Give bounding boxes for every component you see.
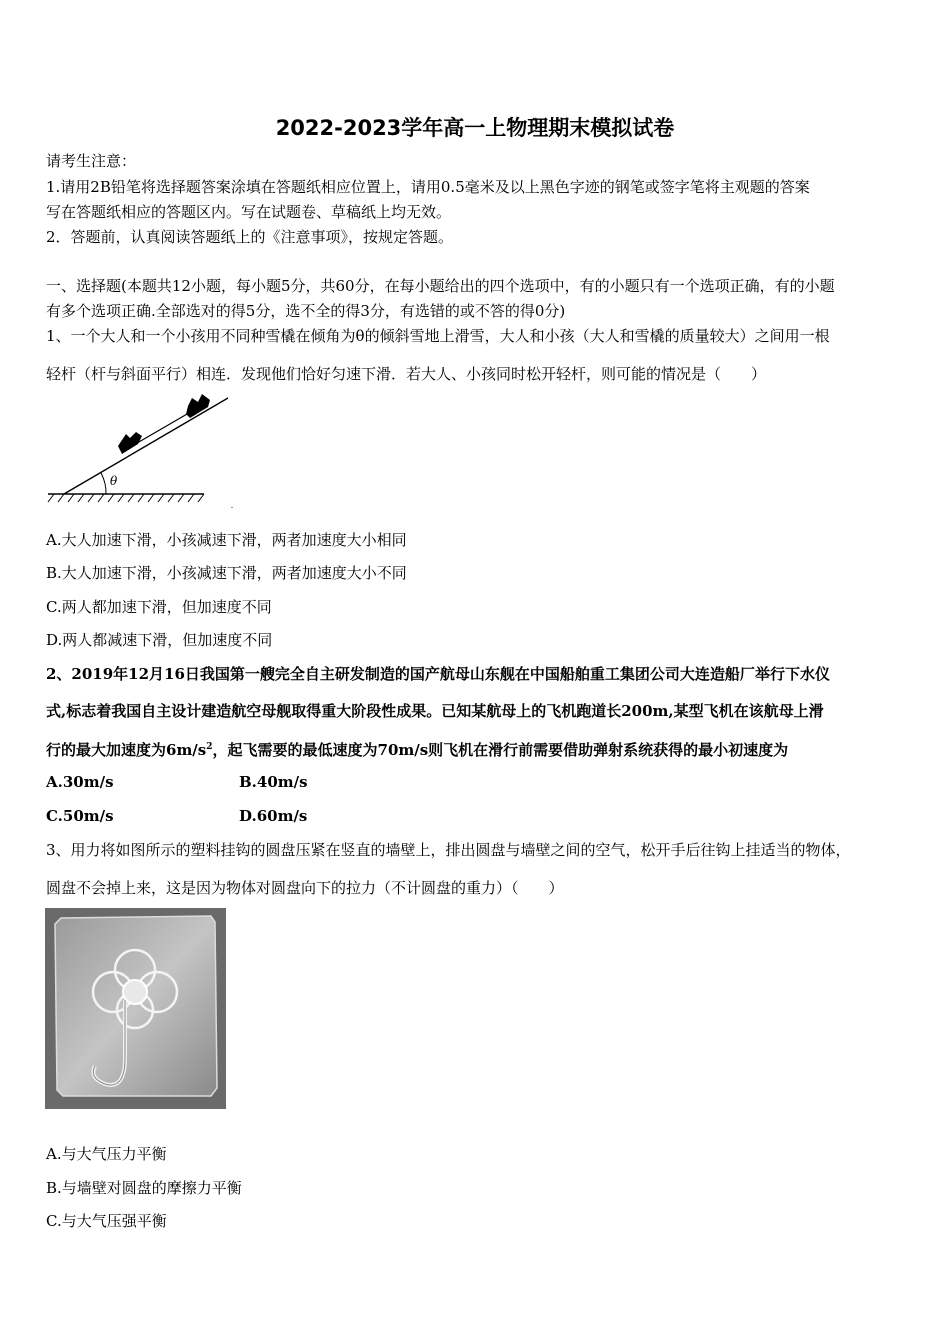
q2-stem-a: 2、2019年12月16日我国第一艘完全自主研发制造的国产航母山东舰在中国船舶重工集团公司大连造船厂举行下水仪 xyxy=(46,665,830,683)
section-1-instructions-a: 一、选择题(本题共12小题，每小题5分，共60分，在每小题给出的四个选项中，有的小题只有一个选项正确，有的小题 xyxy=(46,277,835,295)
notice-item-1b: 写在答题纸相应的答题区内。写在试题卷、草稿纸上均无效。 xyxy=(46,203,452,221)
q2-stem-c-exponent: 2 xyxy=(206,742,213,752)
q1-option-d[interactable]: D.两人都减速下滑，但加速度不同 xyxy=(46,631,273,649)
angle-theta-label: θ xyxy=(110,474,118,488)
q3-option-b[interactable]: B.与墙壁对圆盘的摩擦力平衡 xyxy=(46,1179,242,1197)
q2-option-b[interactable]: B.40m/s xyxy=(239,773,308,791)
q3-option-c[interactable]: C.与大气压强平衡 xyxy=(46,1212,167,1230)
section-1-instructions-b: 有多个选项正确.全部选对的得5分，选不全的得3分，有选错的或不答的得0分) xyxy=(46,302,566,320)
suction-hook-icon xyxy=(45,908,226,1109)
q1-stem-a: 1、一个大人和一个小孩用不同种雪橇在倾角为θ的倾斜雪地上滑雪，大人和小孩（大人和雪橇的质量较大）之间用一根 xyxy=(46,327,830,345)
q3-stem-b: 圆盘不会掉上来，这是因为物体对圆盘向下的拉力（不计圆盘的重力）（ ） xyxy=(46,879,564,897)
q2-stem-c xyxy=(46,737,788,760)
q2-stem-c-pre: 行的最大加速度为6m/s xyxy=(46,741,207,759)
notice-heading: 请考生注意： xyxy=(46,152,137,170)
q2-option-a[interactable]: A.30m/s xyxy=(46,773,114,791)
q1-option-b[interactable]: B.大人加速下滑，小孩减速下滑，两者加速度大小不同 xyxy=(46,564,407,582)
q3-option-a[interactable]: A.与大气压力平衡 xyxy=(46,1145,167,1163)
q1-stem-b: 轻杆（杆与斜面平行）相连．发现他们恰好匀速下滑．若大人、小孩同时松开轻杆，则可能的情况是（ ） xyxy=(46,365,767,383)
q3-stem-a: 3、用力将如图所示的塑料挂钩的圆盘压紧在竖直的墙壁上，排出圆盘与墙壁之间的空气，松开手后往钩上挂适当的物体， xyxy=(46,841,851,859)
notice-item-1a: 1.请用2B铅笔将选择题答案涂填在答题纸相应位置上，请用0.5毫米及以上黑色字迹的钢笔或签字笔将主观题的答案 xyxy=(46,178,810,196)
q3-hook-photo xyxy=(45,908,226,1109)
q1-option-a[interactable]: A.大人加速下滑，小孩减速下滑，两者加速度大小相同 xyxy=(46,531,407,549)
q2-stem-b: 式,标志着我国自主设计建造航空母舰取得重大阶段性成果。已知某航母上的飞机跑道长200m,某型飞机在该航母上滑 xyxy=(46,702,824,720)
q2-option-d[interactable]: D.60m/s xyxy=(239,807,308,825)
q2-stem-c-post: ，起飞需要的最低速度为70m/s则飞机在滑行前需要借助弹射系统获得的最小初速度为 xyxy=(212,741,789,759)
q1-option-c[interactable]: C.两人都加速下滑，但加速度不同 xyxy=(46,598,272,616)
q2-option-c[interactable]: C.50m/s xyxy=(46,807,114,825)
notice-item-2: 2．答题前，认真阅读答题纸上的《注意事项》，按规定答题。 xyxy=(46,228,454,246)
adult-on-sled-icon xyxy=(186,394,210,418)
q1-slope-figure xyxy=(44,388,244,508)
page-title: 2022-2023学年高一上物理期末模拟试卷 xyxy=(275,116,675,140)
